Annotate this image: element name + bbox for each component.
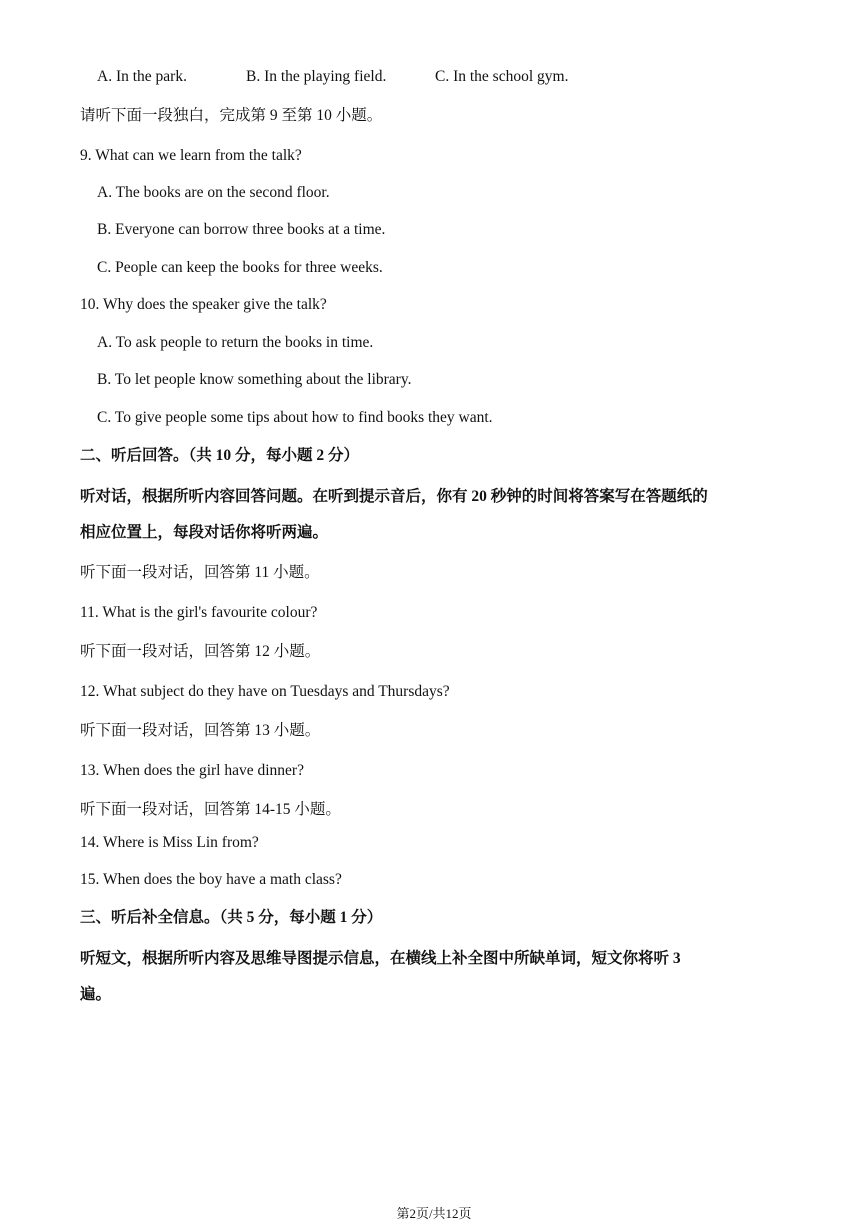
q9-option-b: B. Everyone can borrow three books at a time. (97, 221, 386, 238)
q8-option-a: A. In the park. (97, 68, 187, 85)
prompt-13: 听下面一段对话，回答第 13 小题。 (80, 722, 321, 739)
q10-option-a: A. To ask people to return the books in time. (97, 334, 374, 351)
q15-question: 15. When does the boy have a math class? (80, 871, 342, 888)
q8-option-c: C. In the school gym. (435, 68, 569, 85)
q10-option-b: B. To let people know something about the library. (97, 371, 412, 388)
q12-question: 12. What subject do they have on Tuesdays and Thursdays? (80, 683, 450, 700)
prompt-12: 听下面一段对话，回答第 12 小题。 (80, 643, 321, 660)
instruction-9-10: 请听下面一段独白，完成第 9 至第 10 小题。 (80, 107, 383, 124)
q11-question: 11. What is the girl's favourite colour? (80, 604, 318, 621)
section3-instruction-line2: 遍。 (80, 986, 112, 1003)
q9-question: 9. What can we learn from the talk? (80, 147, 302, 164)
section2-heading: 二、听后回答。（共 10 分，每小题 2 分） (80, 447, 360, 464)
q10-question: 10. Why does the speaker give the talk? (80, 296, 327, 313)
prompt-11: 听下面一段对话，回答第 11 小题。 (80, 564, 320, 581)
prompt-14-15: 听下面一段对话，回答第 14-15 小题。 (80, 801, 341, 818)
q9-option-a: A. The books are on the second floor. (97, 184, 330, 201)
q13-question: 13. When does the girl have dinner? (80, 762, 304, 779)
section3-instruction-line1: 听短文，根据所听内容及思维导图提示信息，在横线上补全图中所缺单词，短文你将听 3 (80, 950, 681, 967)
q14-question: 14. Where is Miss Lin from? (80, 834, 259, 851)
page-footer: 第2页/共12页 (396, 1206, 472, 1221)
section3-heading: 三、听后补全信息。（共 5 分，每小题 1 分） (80, 909, 383, 926)
q9-option-c: C. People can keep the books for three weeks. (97, 259, 383, 276)
section2-instruction-line2: 相应位置上，每段对话你将听两遍。 (80, 524, 329, 541)
section2-instruction-line1: 听对话，根据所听内容回答问题。在听到提示音后，你有 20 秒钟的时间将答案写在答题纸的 (80, 488, 708, 505)
q8-option-b: B. In the playing field. (246, 68, 387, 85)
q10-option-c: C. To give people some tips about how to find books they want. (97, 409, 493, 426)
